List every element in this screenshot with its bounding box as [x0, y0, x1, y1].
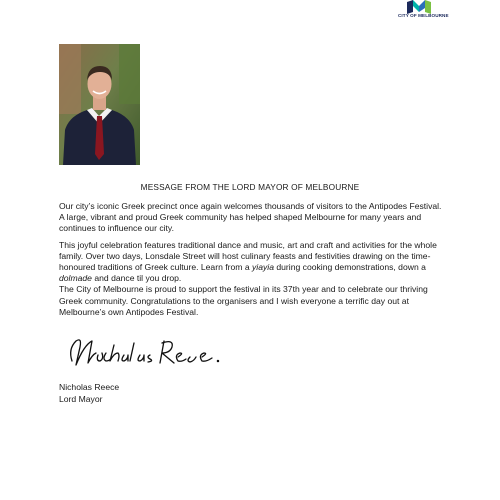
lord-mayor-portrait — [59, 44, 140, 165]
emphasis-yiayia: yiayia — [252, 262, 274, 273]
emphasis-dolmade: dolmade — [59, 273, 92, 284]
logo-text: CITY OF MELBOURNE — [398, 13, 449, 18]
message-heading: MESSAGE FROM THE LORD MAYOR OF MELBOURNE — [140, 182, 360, 192]
signature — [62, 331, 232, 373]
message-body — [59, 201, 445, 323]
logo-mark-icon — [407, 0, 431, 14]
signoff — [59, 382, 119, 405]
paragraph-celebration-text: This joyful celebration features traditional dance and music, art and craft and activities for the whole family. Over two days, Lonsdale Street will host culinary feasts and festivities drawing on the time-honoured traditions of Greek culture. Learn from a — [59, 239, 437, 273]
signoff-title: Lord Mayor — [59, 393, 103, 404]
paragraph-celebration-text: during cooking demonstrations, down a — [273, 262, 426, 273]
paragraph-intro: Our city’s iconic Greek precinct once again welcomes thousands of visitors to the Antipodes Festival. A large, vibrant and proud Greek community has helped shaped Melbourne for many years and continues to influence our city. — [59, 201, 442, 234]
paragraph-celebration-text: and dance til you drop. — [91, 273, 182, 284]
signoff-name: Nicholas Reece — [59, 382, 120, 392]
paragraph-support: The City of Melbourne is proud to support the festival in its 37th year and to celebrate our thriving Greek community. Congratulations to the organisers and I wish everyone a terrific day out at Melbourne’s own Antipodes Festival. — [59, 284, 428, 317]
paragraph-celebration — [59, 240, 445, 285]
city-of-melbourne-logo — [398, 0, 449, 22]
